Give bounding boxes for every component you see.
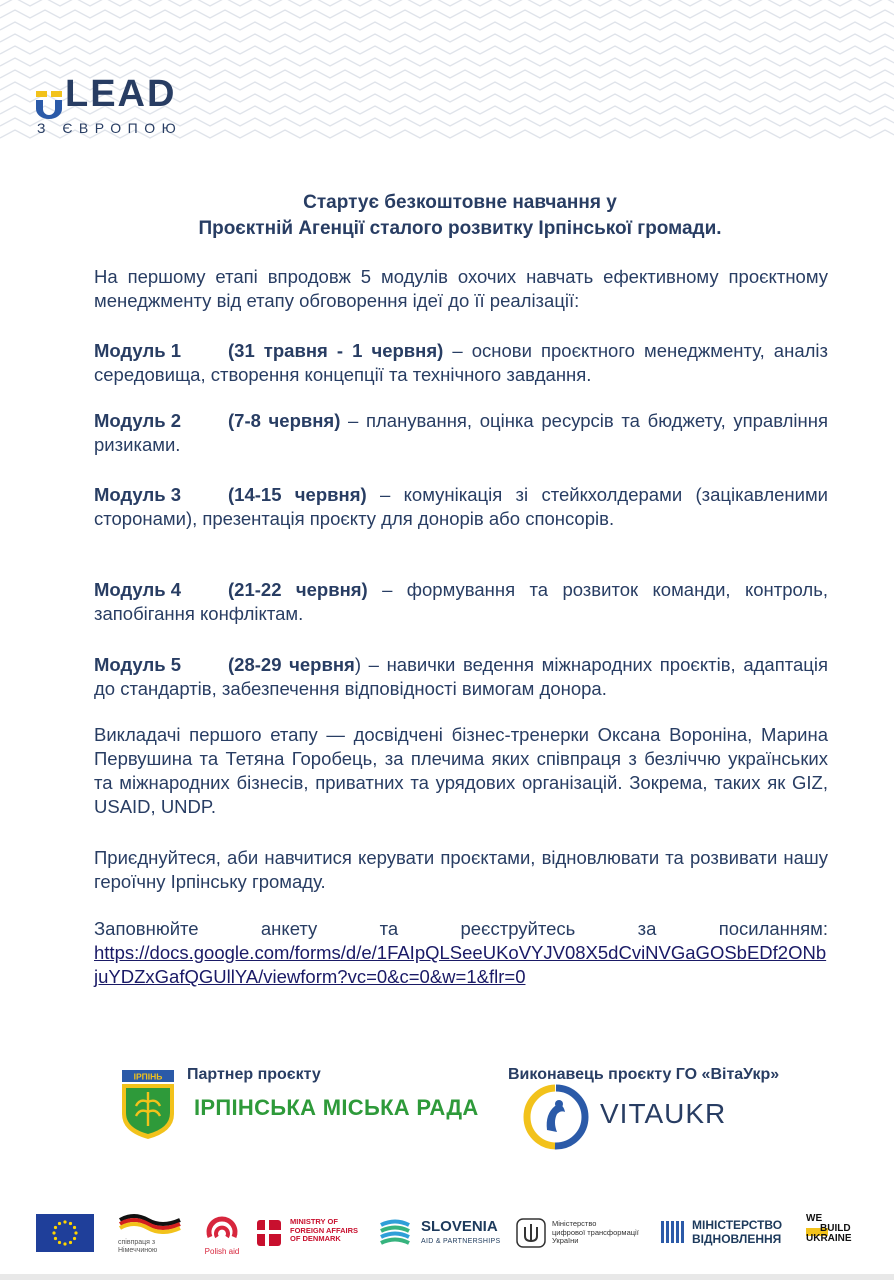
eu-star (69, 1222, 72, 1225)
wbu-text: WE BUILD UKRAINE (806, 1213, 852, 1244)
executor-label: Виконавець проєкту ГО «ВітаУкр» (508, 1066, 780, 1083)
register-block (94, 917, 828, 989)
executor-block (508, 1062, 848, 1152)
sponsor-we-build-ukraine (806, 1214, 866, 1250)
ulead-subtitle: З ЄВРОПОЮ (37, 120, 183, 136)
ukraine-trident-icon (516, 1218, 546, 1248)
denmark-crest-icon (256, 1219, 282, 1247)
module-name: Модуль 1 (94, 340, 182, 361)
module-2 (94, 409, 828, 457)
eu-star (54, 1226, 57, 1229)
module-4 (94, 578, 828, 626)
ulead-u-icon (36, 86, 62, 116)
register-text: Заповнюйте анкету та реєструйтесь за посиланням: (94, 918, 828, 939)
wave-line (0, 58, 894, 66)
ulead-logo (36, 73, 183, 136)
module-date: (31 травня - 1 червня) (228, 340, 444, 361)
module-date: (21-22 червня) (228, 579, 368, 600)
registration-link[interactable]: https://docs.google.com/forms/d/e/1FAIpQLSeeUKoVYJV08X5dCviNVGaGOSbEDf2ONbjuYDZxGafQGUllYA/viewform?vc=0&c=0&w=1&flr=0 (94, 942, 827, 987)
sponsor-polish-aid (200, 1212, 244, 1257)
module-name: Модуль 2 (94, 410, 182, 431)
crest-text: ІРПІНЬ (133, 1071, 163, 1082)
module-name: Модуль 3 (94, 484, 182, 505)
module-desc: ) – навички ведення міжнародних проєктів, адаптація до стандартів, забезпечення відповідності вимогам донора. (94, 654, 828, 699)
sponsor-denmark (256, 1217, 366, 1249)
wave-line (0, 34, 894, 42)
eu-star (73, 1237, 76, 1240)
wave-line (0, 0, 894, 6)
polish-aid-icon (205, 1212, 239, 1242)
page-title (60, 190, 860, 242)
partner-name: ІРПІНСЬКА МІСЬКА РАДА (194, 1095, 479, 1120)
eu-star (63, 1242, 66, 1245)
partner-label: Партнер проєкту (187, 1066, 321, 1083)
eu-star (63, 1220, 66, 1223)
eu-star (69, 1241, 72, 1244)
slovenia-text: SLOVENIA (421, 1218, 498, 1235)
vitaukr-logo-icon (523, 1084, 589, 1150)
restoration-text: МІНІСТЕРСТВО ВІДНОВЛЕННЯ (692, 1218, 783, 1246)
trainers-paragraph: Викладачі першого етапу — досвідчені бізнес-тренерки Оксана Вороніна, Марина Первушина та Тетяна Горобець, за плечима яких співпраця з безліччю українських та міжнародних бізнесів, приватних та урядових організацій. Зокрема, таких як GIZ, USAID, UNDP. (94, 724, 828, 817)
irpin-crest-icon (120, 1070, 176, 1140)
join-paragraph: Приєднуйтеся, аби навчитися керувати проєктами, відновлювати та розвивати нашу героїчну Ірпінську громаду. (94, 847, 828, 892)
denmark-text: MINISTRY OF FOREIGN AFFAIRS OF DENMARK (290, 1217, 359, 1243)
eu-star (73, 1226, 76, 1229)
sponsor-restoration-ministry (660, 1217, 792, 1249)
module-desc: – планування, оцінка ресурсів та бюджету, управління ризиками. (94, 410, 828, 455)
wave-line (0, 10, 894, 18)
ulead-word: LEAD (65, 73, 177, 115)
germany-text: співпраця з Німеччиною (118, 1239, 158, 1254)
eu-star (74, 1231, 77, 1234)
eu-star (52, 1231, 55, 1234)
eu-star (58, 1241, 61, 1244)
intro-paragraph: На першому етапі впродовж 5 модулів охочих навчать ефективному проєктному менеджменту від етапу обговорення ідеї до її реалізації: (94, 266, 828, 311)
eu-flag-icon (36, 1214, 94, 1252)
module-date: (7-8 червня) (228, 410, 341, 431)
partner-block (120, 1062, 500, 1142)
module-date: (14-15 червня) (228, 484, 367, 505)
slovenia-logo-icon (378, 1216, 412, 1250)
module-date: (28-29 червня (228, 654, 355, 675)
module-name: Модуль 4 (94, 579, 182, 600)
germany-flag-wave-icon (118, 1212, 182, 1234)
module-1 (94, 339, 828, 387)
slovenia-sub: AID & PARTNERSHIPS (421, 1238, 501, 1245)
wave-line (0, 46, 894, 54)
sponsor-germany (118, 1212, 186, 1255)
module-desc: – комунікація зі стейкхолдерами (зацікавленими сторонами), презентація проєкту для донорів або спонсорів. (94, 484, 829, 529)
restoration-logo-icon (660, 1219, 686, 1245)
module-desc: – основи проєктного менеджменту, аналіз середовища, створення концепції та технічного завдання. (94, 340, 828, 385)
executor-name: VITAUKR (600, 1098, 727, 1129)
sponsor-digital-ministry (516, 1216, 648, 1250)
module-desc: – формування та розвиток команди, контроль, запобігання конфліктам. (94, 579, 828, 624)
title-line-2: Проєктній Агенції сталого розвитку Ірпінської громади. (198, 218, 722, 239)
digital-ministry-text: Міністерство цифрової трансформації України (552, 1219, 639, 1245)
module-name: Модуль 5 (94, 654, 182, 675)
sponsor-slovenia (378, 1216, 502, 1250)
wave-line (0, 22, 894, 30)
module-3 (94, 483, 828, 531)
eu-star (54, 1237, 57, 1240)
polish-aid-text: Polish aid (204, 1247, 240, 1256)
eu-star (58, 1222, 61, 1225)
module-5 (94, 653, 828, 701)
bottom-border (0, 1274, 894, 1280)
title-line-1: Стартує безкоштовне навчання у (303, 192, 617, 213)
